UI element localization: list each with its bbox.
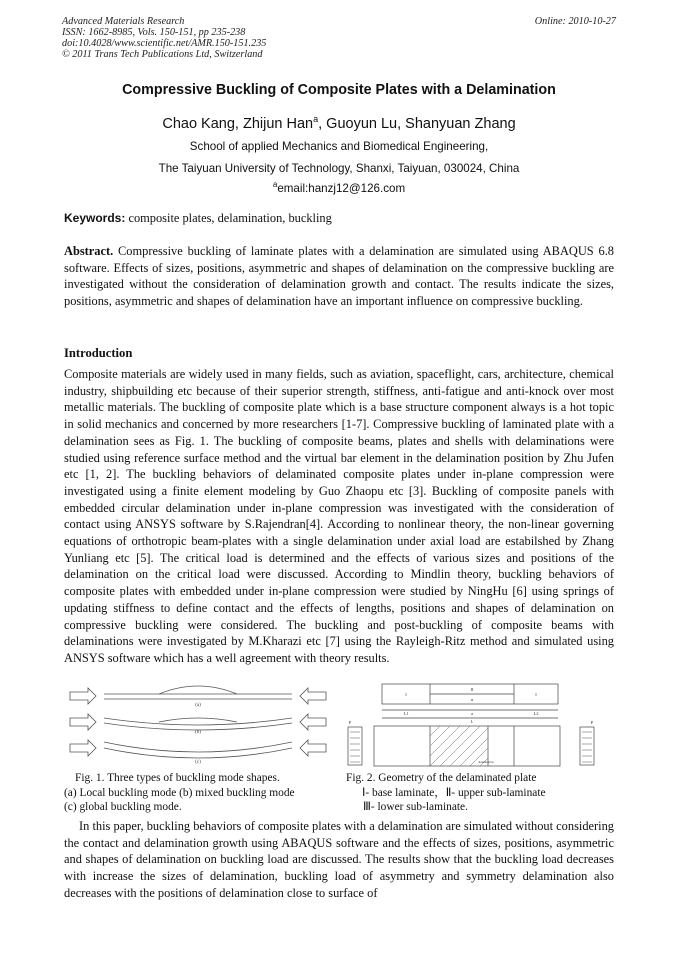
label-L2: L2	[533, 711, 539, 716]
abstract-label: Abstract.	[64, 244, 114, 258]
label-region-I-right: I	[535, 692, 537, 697]
label-alpha: α	[470, 697, 474, 702]
keywords	[64, 211, 332, 226]
keywords-label: Keywords:	[64, 211, 126, 225]
label-c: (c)	[195, 760, 201, 765]
force-arrow-right-a	[300, 688, 326, 704]
label-a: a	[471, 711, 473, 716]
figure-2-caption	[346, 771, 616, 815]
abstract-text: Compressive buckling of laminate plates with a delamination are simulated using ABAQUS 6.8 software. Effects of sizes, positions, asymmetric and shapes of delamination on the compressive buckling are investigated without the consideration of delamination growth and contact. The results indicate the sizes, positions, asymmetric and shapes of delamination have an important influence on compressive buckling.	[64, 244, 614, 309]
introduction-paragraph: Composite materials are widely used in many fields, such as aviation, spaceflight, cars, architecture, chemical industry, shipbuilding etc because of their superior strength, stiffness, anti-fatigue and anti-knock over most metallic materials. The buckling of composite plate which is a base structure component always is a hot topic in solid mechanics and concerned by more researchers [1-7]. Compressive buckling of laminated plate with a delamination sees as Fig. 1. The buckling of composite beams, plates and shells with delaminations were studied using reference surface method and the virtual bar element in the delamination position by Zhu Jufen etc [1, 2]. The buckling behaviors of delaminated composite plates under in-plane compression were investigated using a finite element modeling by Guo Zhaopu etc [3]. Buckling of composite panels with embedded circular delamination under in-plane compression was investigated with the consideration of contact using ANSYS software by S.Rajendran[4]. According to nonlinear theory, the non-linear governing equations of orthotropic beam-plates with a single delamination under axial load are estabilshed by Zhang Yunliang etc [5]. The critical load is determined and the effects of various sizes and positions of the delamination on the critical load were discussed. According to Mindlin theory, buckling behaviors of composite plates with embedded under in-plane compression were studied by NingHu [6] using springs of updating stiffness to define contact and the effects of lengths, positions and shapes of delamination on compressive buckling were considered. The buckling and post-buckling of composite beams with delaminations were investigated by M.Kharazi etc [7] using the Rayleigh-Ritz method and simulated using ANSYS software which has a well agreement with theory results.	[64, 367, 614, 665]
closing-paragraph: In this paper, buckling behaviors of composite plates with a delamination are simulated without considering the contact and delamination growth using ABAQUS software and the effects of sizes, positions, asymmetric and shapes of delamination on buckling load are discussed. The results show that the buckling load decreases with increase the sizes of delamination, buckling load of asymmetry and symmetry delamination also decreases with the positions of delamination close to surface of	[64, 819, 614, 900]
introduction-heading: Introduction	[64, 346, 133, 360]
plate-c	[104, 742, 292, 758]
affiliation-line-1: School of applied Mechanics and Biomedical Engineering,	[189, 140, 489, 153]
figure-1-buckling-modes	[64, 682, 332, 768]
figure-1-caption-line-2: (a) Local buckling mode (b) mixed buckling mode	[64, 786, 295, 799]
email-line	[0, 180, 678, 195]
label-L1: L1	[403, 711, 409, 716]
figure-2-caption-line-3: Ⅲ- lower sub-laminate.	[363, 801, 468, 813]
author-names-first: Chao Kang, Zhijun Han	[162, 115, 314, 132]
label-P-left: P	[348, 720, 352, 725]
force-arrow-right-b	[300, 714, 326, 730]
issn-line: ISSN: 1662-8985, Vols. 150-151, pp 235-238	[62, 27, 246, 38]
journal-header	[62, 16, 266, 60]
force-arrow-right-c	[300, 740, 326, 756]
label-b: (b)	[195, 730, 201, 735]
plate-b	[104, 718, 292, 730]
plate-a	[104, 694, 292, 699]
figure-1-caption-line-3: (c) global buckling mode.	[64, 801, 182, 813]
label-L: L	[470, 719, 474, 724]
force-arrow-left-b	[70, 714, 96, 730]
author-list	[0, 114, 678, 132]
label-region-II: II	[470, 687, 474, 692]
force-arrow-left-a	[70, 688, 96, 704]
affiliation-line-2: The Taiyuan University of Technology, Shanxi, Taiyuan, 030024, China	[158, 162, 520, 175]
doi-line[interactable]: doi:10.4028/www.scientific.net/AMR.150-151.235	[62, 38, 267, 49]
author-names-rest: , Guoyun Lu, Shanyuan Zhang	[318, 115, 516, 132]
online-date: Online: 2010-10-27	[534, 16, 616, 27]
copyright-line: © 2011 Trans Tech Publications Ltd, Switzerland	[62, 49, 263, 60]
label-region-I-left: I	[405, 692, 407, 697]
force-arrow-left-c	[70, 740, 96, 756]
figure-2-caption-line-2: Ⅰ- base laminate，Ⅱ- upper sub-laminate	[362, 786, 546, 799]
email-sup: a	[272, 180, 278, 189]
author-sup: a	[313, 114, 319, 124]
label-P-right: P	[590, 720, 594, 725]
force-right-block	[580, 727, 594, 765]
journal-name: Advanced Materials Research	[62, 16, 185, 27]
email-address[interactable]: email:hanzj12@126.com	[277, 181, 406, 195]
buckle-a	[159, 686, 237, 694]
force-left-block	[348, 727, 362, 765]
figure-1-caption	[64, 771, 344, 815]
keywords-text: composite plates, delamination, buckling	[125, 211, 332, 225]
figure-2-caption-line-1: Fig. 2. Geometry of the delaminated plate	[346, 772, 537, 784]
abstract	[64, 243, 614, 310]
figure-2-plate-geometry	[344, 682, 614, 768]
paper-title: Compressive Buckling of Composite Plates with a Delamination	[122, 82, 556, 98]
plan-view	[374, 726, 560, 766]
label-a: (a)	[195, 703, 201, 708]
label-delamination: delamination	[478, 760, 494, 764]
buckle-b	[159, 718, 237, 722]
figure-1-caption-line-1: Fig. 1. Three types of buckling mode shapes.	[75, 772, 280, 784]
